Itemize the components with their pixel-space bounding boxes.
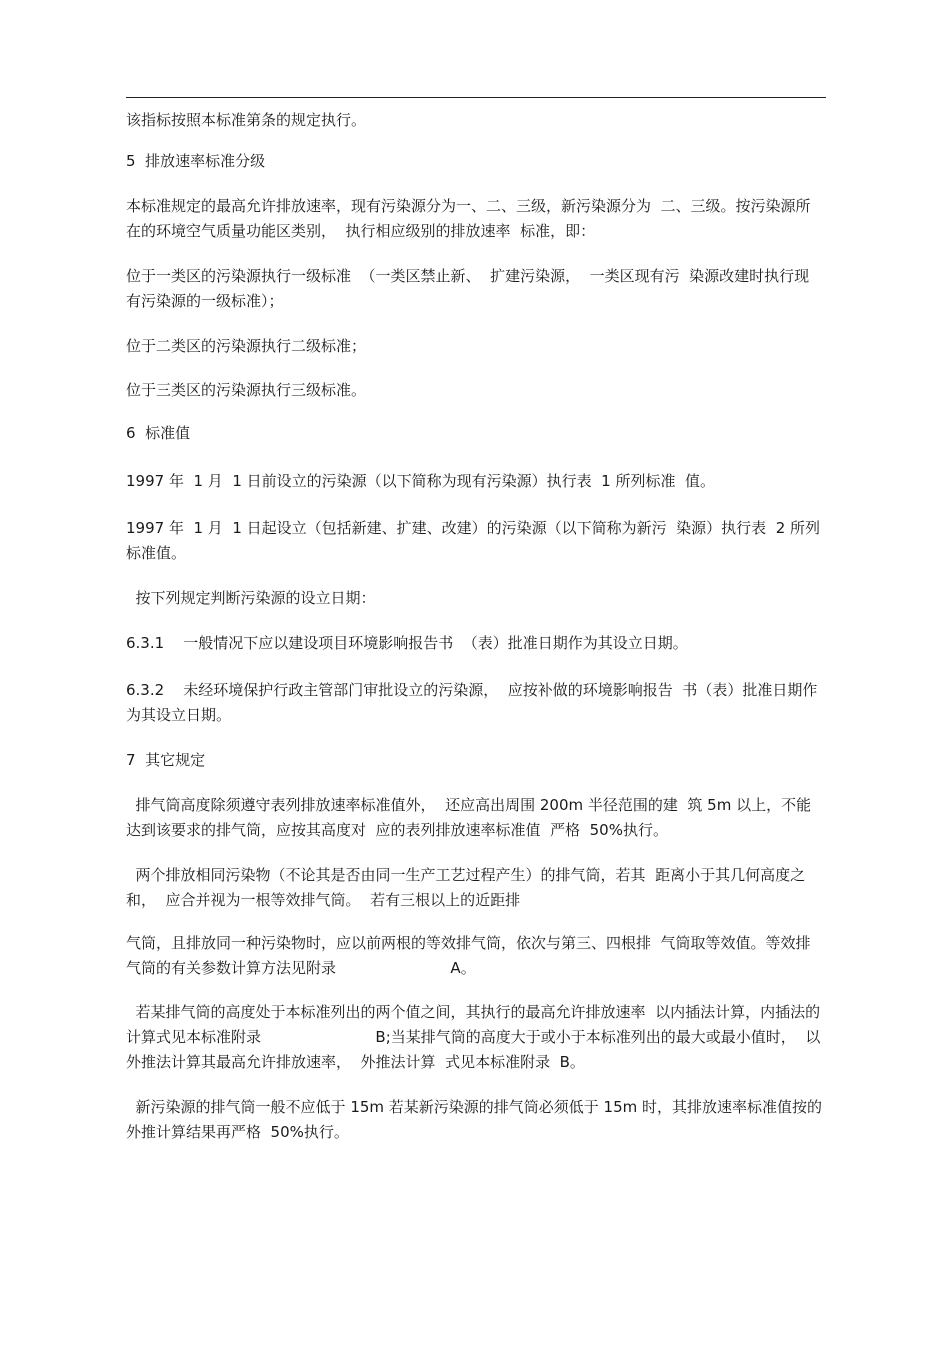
section-6-heading: 6 标准值 — [126, 424, 191, 442]
paragraph-5: 位于二类区的污染源执行二级标准； — [126, 337, 367, 355]
paragraph-8: 1997 年 1 月 1 日前设立的污染源（以下简称为现有污染源）执行表 1 所列标准 值。 — [126, 472, 716, 490]
paragraph-4: 位于一类区的污染源执行一级标准 （一类区禁止新、 扩建污染源， 一类区现有污 染源改建时执行现有污染源的一级标准）； — [126, 267, 810, 310]
paragraph-6-3-1: 6.3.1 一般情况下应以建设项目环境影响报告书 （表）批准日期作为其设立日期。 — [126, 634, 688, 652]
section-7-heading: 7 其它规定 — [126, 751, 206, 769]
paragraph-10: 按下列规定判断污染源的设立日期： — [126, 589, 376, 607]
paragraph-6: 位于三类区的污染源执行三级标准。 — [126, 381, 367, 399]
paragraph-6-3-2: 6.3.2 未经环境保护行政主管部门审批设立的污染源， 应按补做的环境影响报告 书（表）批准日期作为其设立日期。 — [126, 681, 818, 724]
document-body — [126, 108, 824, 1145]
paragraph-14: 排气筒高度除须遵守表列排放速率标准值外， 还应高出周围 200m 半径范围的建 筑 5m 以上，不能达到该要求的排气筒，应按其高度对 应的表列排放速率标准值 严格 50%执行。 — [126, 796, 812, 839]
paragraph-15: 两个排放相同污染物（不论其是否由同一生产工艺过程产生）的排气筒，若其 距离小于其几何高度之和， 应合并视为一根等效排气筒。 若有三根以上的近距排 — [126, 866, 806, 909]
paragraph-9: 1997 年 1 月 1 日起设立（包括新建、扩建、改建）的污染源（以下简称为新污 染源）执行表 2 所列标准值。 — [126, 519, 821, 562]
paragraph-18: 新污染源的排气筒一般不应低于 15m 若某新污染源的排气筒必须低于 15m 时，其排放速率标准值按的外推计算结果再严格 50%执行。 — [126, 1098, 823, 1141]
paragraph-1: 该指标按照本标准第条的规定执行。 — [126, 111, 367, 129]
paragraph-17: 若某排气筒的高度处于本标准列出的两个值之间，其执行的最高允许排放速率 以内插法计算，内插法的计算式见本标准附录 B;当某排气筒的高度大于或小于本标准列出的最大或最小值时， 以外推法计算其最高允许排放速率， 外推法计算 式见本标准附录 B。 — [126, 1003, 821, 1071]
section-5-heading: 5 排放速率标准分级 — [126, 152, 266, 170]
header-rule — [126, 97, 826, 98]
paragraph-3: 本标准规定的最高允许排放速率，现有污染源分为一、二、三级，新污染源分为 二、三级。按污染源所在的环境空气质量功能区类别， 执行相应级别的排放速率 标准，即： — [126, 197, 811, 240]
paragraph-16: 气筒，且排放同一种污染物时，应以前两根的等效排气筒，依次与第三、四根排 气筒取等效值。等效排气筒的有关参数计算方法见附录 A。 — [126, 934, 811, 977]
